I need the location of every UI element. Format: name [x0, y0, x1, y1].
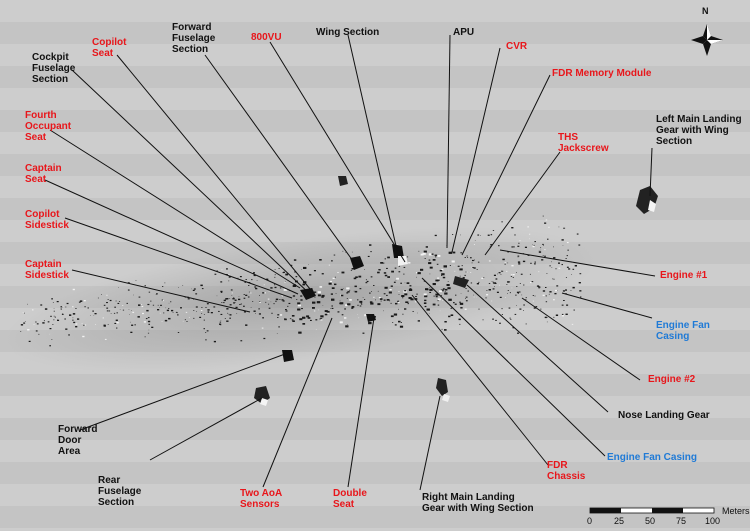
- compass-north-label: N: [702, 6, 709, 16]
- label-engine-1: Engine #1: [660, 270, 708, 281]
- label-forward-door-area: Forward Door Area: [58, 424, 98, 457]
- label-rear-fuselage-section: Rear Fuselage Section: [98, 475, 142, 508]
- label-right-main-landing-gear: Right Main Landing Gear with Wing Section: [422, 492, 534, 514]
- label-engine-2: Engine #2: [648, 374, 696, 385]
- label-forward-fuselage-section: Forward Fuselage Section: [172, 22, 216, 55]
- label-ths-jackscrew: THS Jackscrew: [558, 132, 609, 154]
- label-cockpit-fuselage-section: Cockpit Fuselage Section: [32, 52, 76, 85]
- scale-tick-50: 50: [645, 516, 656, 526]
- label-copilot-sidestick: Copilot Sidestick: [25, 209, 69, 231]
- scale-tick-75: 75: [676, 516, 687, 526]
- label-cvr: CVR: [506, 41, 528, 52]
- label-fdr-memory-module: FDR Memory Module: [552, 68, 652, 79]
- label-800vu: 800VU: [251, 32, 282, 43]
- label-captain-sidestick: Captain Sidestick: [25, 259, 69, 281]
- label-wing-section: Wing Section: [316, 27, 380, 38]
- label-captain-seat: Captain Seat: [25, 163, 62, 185]
- label-left-main-landing-gear: Left Main Landing Gear with Wing Section: [656, 114, 742, 147]
- scale-tick-100: 100: [705, 516, 721, 526]
- label-two-aoa-sensors: Two AoA Sensors: [240, 488, 283, 510]
- label-engine-fan-casing-1: Engine Fan Casing: [656, 320, 710, 342]
- scale-tick-0: 0: [587, 516, 593, 526]
- label-fdr-chassis: FDR Chassis: [547, 460, 586, 482]
- label-apu: APU: [453, 27, 475, 38]
- scale-unit: Meters: [722, 506, 750, 516]
- label-double-seat: Double Seat: [333, 488, 367, 510]
- scale-bar: [590, 508, 714, 513]
- scale-tick-25: 25: [614, 516, 625, 526]
- label-copilot-seat: Copilot Seat: [92, 37, 127, 59]
- label-fourth-occupant-seat: Fourth Occupant Seat: [25, 110, 72, 143]
- label-engine-fan-casing-2: Engine Fan Casing: [607, 452, 698, 463]
- label-nose-landing-gear: Nose Landing Gear: [618, 410, 710, 421]
